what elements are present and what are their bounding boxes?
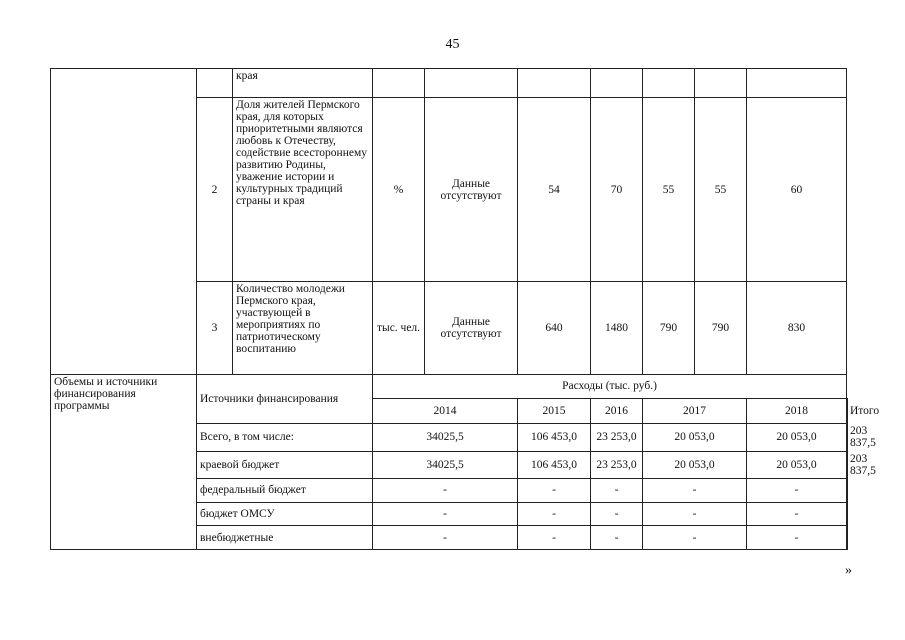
year-header: 2016 xyxy=(591,399,643,424)
indicator-value: 55 xyxy=(695,97,747,282)
finance-value: - xyxy=(747,526,847,550)
indicator-row-top xyxy=(51,69,848,98)
finance-value: 20 053,0 xyxy=(747,451,847,479)
closing-quote-mark: » xyxy=(845,563,852,578)
finance-value: 20 053,0 xyxy=(643,423,747,451)
finance-value: 23 253,0 xyxy=(591,423,643,451)
indicator-value: 70 xyxy=(591,97,643,282)
finance-value: 23 253,0 xyxy=(591,451,643,479)
indicator-base-value: Данные отсутствуют xyxy=(425,97,518,282)
finance-total xyxy=(847,526,848,550)
indicator-value: 790 xyxy=(695,282,747,374)
indicator-value: 790 xyxy=(643,282,695,374)
finance-value: - xyxy=(518,526,591,550)
finance-source-label: краевой бюджет xyxy=(197,451,373,479)
finance-value: 106 453,0 xyxy=(518,451,591,479)
indicator-num-cell xyxy=(197,69,233,98)
finance-source-label: бюджет ОМСУ xyxy=(197,502,373,526)
finance-value: - xyxy=(643,502,747,526)
indicator-name: Количество молодежи Пермского края, участвующей в мероприятиях по патриотическому воспитанию xyxy=(233,282,373,374)
indicator-value: 830 xyxy=(747,282,847,374)
indicator-base-value: Данные отсутствуют xyxy=(425,282,518,374)
finance-source-label: федеральный бюджет xyxy=(197,479,373,503)
finance-total: 203 837,5 xyxy=(847,423,848,451)
finance-value: - xyxy=(591,502,643,526)
indicator-num: 2 xyxy=(197,97,233,282)
finance-value: - xyxy=(643,479,747,503)
year-header: 2014 xyxy=(373,399,518,424)
finance-value: - xyxy=(643,526,747,550)
total-header: Итого xyxy=(847,399,848,424)
finance-value: 34025,5 xyxy=(373,423,518,451)
finance-value: - xyxy=(518,502,591,526)
finance-value: - xyxy=(591,479,643,503)
indicators-label-cell xyxy=(51,69,197,375)
finance-value: 20 053,0 xyxy=(747,423,847,451)
finance-value: - xyxy=(373,479,518,503)
finance-value: - xyxy=(747,479,847,503)
finance-expenses-header: Расходы (тыс. руб.) xyxy=(373,374,847,399)
year-header: 2015 xyxy=(518,399,591,424)
indicator-name: края xyxy=(233,69,373,98)
finance-source-label: Всего, в том числе: xyxy=(197,423,373,451)
page-number: 45 xyxy=(445,37,460,52)
indicator-num: 3 xyxy=(197,282,233,374)
indicator-value: 640 xyxy=(518,282,591,374)
indicator-value: 55 xyxy=(643,97,695,282)
finance-value: - xyxy=(518,479,591,503)
finance-value: 20 053,0 xyxy=(643,451,747,479)
finance-source-header: Источники финансирования xyxy=(197,374,373,423)
indicator-name: Доля жителей Пермского края, для которых приоритетными являются любовь к Отечеству, содействие всестороннему развитию Родины, уважение истории и культурных традиций страны и края xyxy=(233,97,373,282)
finance-value: - xyxy=(747,502,847,526)
indicator-value: 1480 xyxy=(591,282,643,374)
year-header: 2017 xyxy=(643,399,747,424)
indicator-unit: % xyxy=(373,97,425,282)
finance-value: 106 453,0 xyxy=(518,423,591,451)
program-passport-table xyxy=(50,68,880,550)
year-header: 2018 xyxy=(747,399,847,424)
finance-value: - xyxy=(591,526,643,550)
finance-total xyxy=(847,479,848,503)
finance-source-label: внебюджетные xyxy=(197,526,373,550)
finance-header-row xyxy=(51,374,848,399)
indicator-value: 60 xyxy=(747,97,847,282)
finance-value: 34025,5 xyxy=(373,451,518,479)
finance-section-label: Объемы и источники финансирования программы xyxy=(51,374,197,549)
finance-value: - xyxy=(373,502,518,526)
indicator-unit: тыс. чел. xyxy=(373,282,425,374)
finance-total xyxy=(847,502,848,526)
finance-value: - xyxy=(373,526,518,550)
indicator-value: 54 xyxy=(518,97,591,282)
finance-total: 203 837,5 xyxy=(847,451,848,479)
